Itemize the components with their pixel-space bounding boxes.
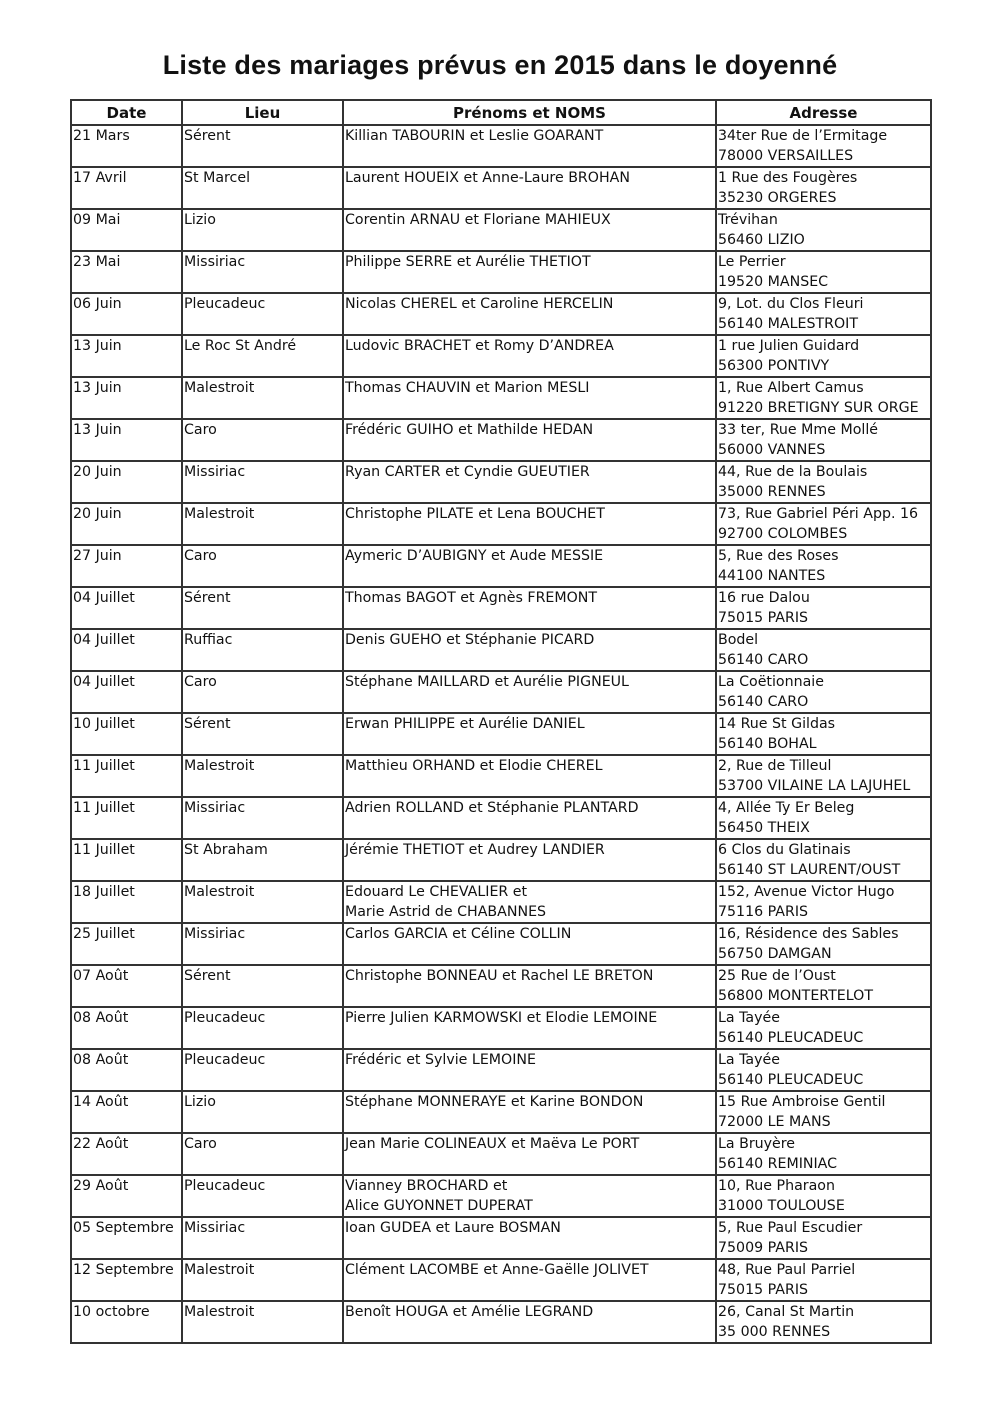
cell-date: 11 Juillet — [71, 755, 182, 797]
cell-date: 11 Juillet — [71, 839, 182, 881]
cell-adresse — [716, 797, 931, 839]
table-row — [71, 545, 931, 587]
names-line: Nicolas CHEREL et Caroline HERCELIN — [345, 296, 614, 312]
cell-noms — [343, 755, 716, 797]
names-line: Ryan CARTER et Cyndie GUEUTIER — [345, 464, 590, 480]
cell-lieu: Pleucadeuc — [182, 1007, 343, 1049]
names-line: Jean Marie COLINEAUX et Maëva Le PORT — [345, 1136, 640, 1152]
address-line: 19520 MANSEC — [718, 274, 829, 290]
cell-adresse — [716, 671, 931, 713]
table-row — [71, 881, 931, 923]
cell-noms — [343, 671, 716, 713]
cell-noms — [343, 251, 716, 293]
table-row — [71, 1007, 931, 1049]
cell-adresse — [716, 461, 931, 503]
names-line: Benoît HOUGA et Amélie LEGRAND — [345, 1304, 594, 1320]
table-row — [71, 1175, 931, 1217]
address-line: 44100 NANTES — [718, 568, 826, 584]
cell-adresse — [716, 587, 931, 629]
cell-adresse — [716, 377, 931, 419]
address-line: La Tayée — [718, 1010, 780, 1026]
cell-lieu: Caro — [182, 1133, 343, 1175]
address-line: 75015 PARIS — [718, 610, 809, 626]
table-row — [71, 251, 931, 293]
cell-date: 14 Août — [71, 1091, 182, 1133]
cell-date: 25 Juillet — [71, 923, 182, 965]
address-line: 56140 CARO — [718, 694, 809, 710]
cell-adresse — [716, 503, 931, 545]
cell-noms — [343, 461, 716, 503]
cell-lieu: Sérent — [182, 587, 343, 629]
address-line: 56140 BOHAL — [718, 736, 817, 752]
cell-adresse — [716, 881, 931, 923]
address-line: 75116 PARIS — [718, 904, 809, 920]
cell-date: 20 Juin — [71, 461, 182, 503]
cell-lieu: Lizio — [182, 1091, 343, 1133]
names-line: Frédéric GUIHO et Mathilde HEDAN — [345, 422, 594, 438]
cell-adresse — [716, 839, 931, 881]
names-line: Denis GUEHO et Stéphanie PICARD — [345, 632, 595, 648]
cell-lieu: Pleucadeuc — [182, 293, 343, 335]
names-line: Adrien ROLLAND et Stéphanie PLANTARD — [345, 800, 639, 816]
cell-noms — [343, 629, 716, 671]
cell-lieu: Le Roc St André — [182, 335, 343, 377]
column-header-lieu: Lieu — [182, 100, 343, 125]
cell-date: 07 Août — [71, 965, 182, 1007]
table-row — [71, 293, 931, 335]
cell-noms — [343, 923, 716, 965]
names-line: Corentin ARNAU et Floriane MAHIEUX — [345, 212, 611, 228]
cell-date: 11 Juillet — [71, 797, 182, 839]
address-line: La Bruyère — [718, 1136, 796, 1152]
address-line: 92700 COLOMBES — [718, 526, 848, 542]
cell-date: 21 Mars — [71, 125, 182, 167]
table-row — [71, 1301, 931, 1343]
cell-noms — [343, 881, 716, 923]
cell-noms — [343, 713, 716, 755]
table-header — [71, 100, 931, 125]
names-line: Aymeric D’AUBIGNY et Aude MESSIE — [345, 548, 604, 564]
cell-lieu: Missiriac — [182, 797, 343, 839]
table-row — [71, 335, 931, 377]
cell-noms — [343, 293, 716, 335]
address-line: 56140 ST LAURENT/OUST — [718, 862, 901, 878]
cell-lieu: Sérent — [182, 713, 343, 755]
cell-adresse — [716, 629, 931, 671]
column-header-date: Date — [71, 100, 182, 125]
cell-adresse — [716, 1301, 931, 1343]
marriages-table — [70, 99, 932, 1344]
cell-adresse — [716, 545, 931, 587]
names-line: Thomas BAGOT et Agnès FREMONT — [345, 590, 598, 606]
table-row — [71, 755, 931, 797]
address-line: 56450 THEIX — [718, 820, 810, 836]
cell-adresse — [716, 335, 931, 377]
cell-lieu: Pleucadeuc — [182, 1175, 343, 1217]
table-row — [71, 1049, 931, 1091]
cell-adresse — [716, 293, 931, 335]
cell-date: 08 Août — [71, 1049, 182, 1091]
address-line: 56000 VANNES — [718, 442, 826, 458]
names-line: Edouard Le CHEVALIER et — [345, 884, 528, 900]
address-line: 56140 MALESTROIT — [718, 316, 859, 332]
address-line: 48, Rue Paul Parriel — [718, 1262, 856, 1278]
cell-adresse — [716, 1175, 931, 1217]
cell-noms — [343, 1007, 716, 1049]
cell-lieu: Missiriac — [182, 1217, 343, 1259]
address-line: 44, Rue de la Boulais — [718, 464, 868, 480]
address-line: 56140 PLEUCADEUC — [718, 1030, 864, 1046]
table-row — [71, 797, 931, 839]
table-row — [71, 839, 931, 881]
names-line: Killian TABOURIN et Leslie GOARANT — [345, 128, 604, 144]
cell-date: 10 Juillet — [71, 713, 182, 755]
cell-lieu: Missiriac — [182, 923, 343, 965]
table-row — [71, 377, 931, 419]
names-line: Christophe PILATE et Lena BOUCHET — [345, 506, 605, 522]
cell-adresse — [716, 125, 931, 167]
cell-date: 13 Juin — [71, 377, 182, 419]
address-line: 16 rue Dalou — [718, 590, 810, 606]
cell-noms — [343, 1091, 716, 1133]
cell-noms — [343, 965, 716, 1007]
address-line: 73, Rue Gabriel Péri App. 16 — [718, 506, 919, 522]
address-line: 9, Lot. du Clos Fleuri — [718, 296, 864, 312]
address-line: 152, Avenue Victor Hugo — [718, 884, 895, 900]
address-line: 56750 DAMGAN — [718, 946, 832, 962]
cell-lieu: Malestroit — [182, 755, 343, 797]
cell-noms — [343, 335, 716, 377]
names-line: Thomas CHAUVIN et Marion MESLI — [345, 380, 590, 396]
address-line: 14 Rue St Gildas — [718, 716, 836, 732]
table-row — [71, 419, 931, 461]
cell-noms — [343, 545, 716, 587]
cell-adresse — [716, 755, 931, 797]
address-line: 56800 MONTERTELOT — [718, 988, 873, 1004]
cell-noms — [343, 167, 716, 209]
cell-lieu: Missiriac — [182, 461, 343, 503]
cell-lieu: Pleucadeuc — [182, 1049, 343, 1091]
address-line: 56460 LIZIO — [718, 232, 805, 248]
address-line: 35 000 RENNES — [718, 1324, 831, 1340]
address-line: 33 ter, Rue Mme Mollé — [718, 422, 878, 438]
address-line: 56140 PLEUCADEUC — [718, 1072, 864, 1088]
names-line: Pierre Julien KARMOWSKI et Elodie LEMOINE — [345, 1010, 658, 1026]
table-row — [71, 923, 931, 965]
cell-adresse — [716, 1091, 931, 1133]
names-line: Clément LACOMBE et Anne-Gaëlle JOLIVET — [345, 1262, 649, 1278]
names-line: Jérémie THETIOT et Audrey LANDIER — [345, 842, 605, 858]
cell-noms — [343, 1133, 716, 1175]
cell-date: 04 Juillet — [71, 587, 182, 629]
names-line: Philippe SERRE et Aurélie THETIOT — [345, 254, 591, 270]
cell-date: 09 Mai — [71, 209, 182, 251]
address-line: 56300 PONTIVY — [718, 358, 830, 374]
address-line: 6 Clos du Glatinais — [718, 842, 851, 858]
address-line: Trévihan — [718, 212, 778, 228]
cell-date: 17 Avril — [71, 167, 182, 209]
cell-noms — [343, 377, 716, 419]
address-line: 35000 RENNES — [718, 484, 826, 500]
table-row — [71, 1091, 931, 1133]
cell-date: 22 Août — [71, 1133, 182, 1175]
cell-noms — [343, 1259, 716, 1301]
cell-lieu: Malestroit — [182, 881, 343, 923]
cell-lieu: Malestroit — [182, 377, 343, 419]
column-header-adresse: Adresse — [716, 100, 931, 125]
cell-noms — [343, 587, 716, 629]
cell-noms — [343, 1301, 716, 1343]
address-line: 53700 VILAINE LA LAJUHEL — [718, 778, 911, 794]
names-line: Erwan PHILIPPE et Aurélie DANIEL — [345, 716, 585, 732]
address-line: 56140 REMINIAC — [718, 1156, 838, 1172]
cell-date: 08 Août — [71, 1007, 182, 1049]
cell-date: 13 Juin — [71, 419, 182, 461]
cell-date: 05 Septembre — [71, 1217, 182, 1259]
address-line: 5, Rue des Roses — [718, 548, 839, 564]
address-line: 75015 PARIS — [718, 1282, 809, 1298]
names-line: Laurent HOUEIX et Anne-Laure BROHAN — [345, 170, 630, 186]
address-line: 26, Canal St Martin — [718, 1304, 855, 1320]
cell-adresse — [716, 251, 931, 293]
cell-lieu: Caro — [182, 419, 343, 461]
address-line: 5, Rue Paul Escudier — [718, 1220, 863, 1236]
address-line: 91220 BRETIGNY SUR ORGE — [718, 400, 919, 416]
table-row — [71, 629, 931, 671]
table-row — [71, 671, 931, 713]
address-line: 1 Rue des Fougères — [718, 170, 858, 186]
cell-date: 18 Juillet — [71, 881, 182, 923]
cell-date: 04 Juillet — [71, 671, 182, 713]
page-title: Liste des mariages prévus en 2015 dans le doyenné — [162, 50, 838, 80]
cell-lieu: Sérent — [182, 125, 343, 167]
address-line: 2, Rue de Tilleul — [718, 758, 832, 774]
names-line: Marie Astrid de CHABANNES — [345, 904, 547, 920]
address-line: Le Perrier — [718, 254, 786, 270]
cell-adresse — [716, 1259, 931, 1301]
cell-adresse — [716, 713, 931, 755]
address-line: 16, Résidence des Sables — [718, 926, 899, 942]
table-row — [71, 1133, 931, 1175]
cell-noms — [343, 503, 716, 545]
cell-noms — [343, 419, 716, 461]
names-line: Stéphane MONNERAYE et Karine BONDON — [345, 1094, 644, 1110]
cell-noms — [343, 1175, 716, 1217]
cell-lieu: Caro — [182, 671, 343, 713]
column-header-noms: Prénoms et NOMS — [343, 100, 716, 125]
cell-date: 10 octobre — [71, 1301, 182, 1343]
names-line: Ludovic BRACHET et Romy D’ANDREA — [345, 338, 614, 354]
table-row — [71, 125, 931, 167]
cell-adresse — [716, 1133, 931, 1175]
cell-lieu: Malestroit — [182, 1301, 343, 1343]
cell-lieu: St Abraham — [182, 839, 343, 881]
address-line: 78000 VERSAILLES — [718, 148, 854, 164]
cell-noms — [343, 797, 716, 839]
cell-date: 20 Juin — [71, 503, 182, 545]
table-row — [71, 965, 931, 1007]
table-row — [71, 503, 931, 545]
cell-adresse — [716, 209, 931, 251]
cell-date: 12 Septembre — [71, 1259, 182, 1301]
cell-noms — [343, 839, 716, 881]
cell-adresse — [716, 1217, 931, 1259]
names-line: Christophe BONNEAU et Rachel LE BRETON — [345, 968, 654, 984]
table-row — [71, 1217, 931, 1259]
cell-date: 27 Juin — [71, 545, 182, 587]
address-line: La Tayée — [718, 1052, 780, 1068]
address-line: Bodel — [718, 632, 759, 648]
names-line: Matthieu ORHAND et Elodie CHEREL — [345, 758, 603, 774]
header-row — [71, 100, 931, 125]
cell-adresse — [716, 167, 931, 209]
cell-date: 04 Juillet — [71, 629, 182, 671]
address-line: 4, Allée Ty Er Beleg — [718, 800, 855, 816]
cell-date: 23 Mai — [71, 251, 182, 293]
cell-adresse — [716, 419, 931, 461]
address-line: La Coëtionnaie — [718, 674, 824, 690]
cell-adresse — [716, 1007, 931, 1049]
table-row — [71, 1259, 931, 1301]
address-line: 75009 PARIS — [718, 1240, 809, 1256]
table-row — [71, 713, 931, 755]
cell-lieu: Malestroit — [182, 503, 343, 545]
address-line: 15 Rue Ambroise Gentil — [718, 1094, 886, 1110]
cell-adresse — [716, 923, 931, 965]
cell-lieu: Caro — [182, 545, 343, 587]
table-row — [71, 461, 931, 503]
cell-adresse — [716, 1049, 931, 1091]
cell-noms — [343, 1217, 716, 1259]
table-row — [71, 587, 931, 629]
names-line: Ioan GUDEA et Laure BOSMAN — [345, 1220, 561, 1236]
cell-lieu: Lizio — [182, 209, 343, 251]
names-line: Alice GUYONNET DUPERAT — [345, 1198, 533, 1214]
names-line: Frédéric et Sylvie LEMOINE — [345, 1052, 536, 1068]
cell-noms — [343, 125, 716, 167]
cell-lieu: Sérent — [182, 965, 343, 1007]
names-line: Vianney BROCHARD et — [345, 1178, 508, 1194]
cell-noms — [343, 1049, 716, 1091]
table-row — [71, 209, 931, 251]
table-row — [71, 167, 931, 209]
cell-adresse — [716, 965, 931, 1007]
address-line: 72000 LE MANS — [718, 1114, 831, 1130]
cell-date: 29 Août — [71, 1175, 182, 1217]
address-line: 56140 CARO — [718, 652, 809, 668]
address-line: 35230 ORGERES — [718, 190, 837, 206]
cell-lieu: Malestroit — [182, 1259, 343, 1301]
address-line: 25 Rue de l’Oust — [718, 968, 836, 984]
address-line: 1 rue Julien Guidard — [718, 338, 860, 354]
address-line: 31000 TOULOUSE — [718, 1198, 845, 1214]
cell-noms — [343, 209, 716, 251]
address-line: 1, Rue Albert Camus — [718, 380, 864, 396]
address-line: 10, Rue Pharaon — [718, 1178, 835, 1194]
cell-lieu: Ruffiac — [182, 629, 343, 671]
cell-date: 06 Juin — [71, 293, 182, 335]
cell-lieu: Missiriac — [182, 251, 343, 293]
address-line: 34ter Rue de l’Ermitage — [718, 128, 888, 144]
cell-date: 13 Juin — [71, 335, 182, 377]
table-body — [71, 125, 931, 1343]
names-line: Carlos GARCIA et Céline COLLIN — [345, 926, 572, 942]
cell-lieu: St Marcel — [182, 167, 343, 209]
names-line: Stéphane MAILLARD et Aurélie PIGNEUL — [345, 674, 629, 690]
